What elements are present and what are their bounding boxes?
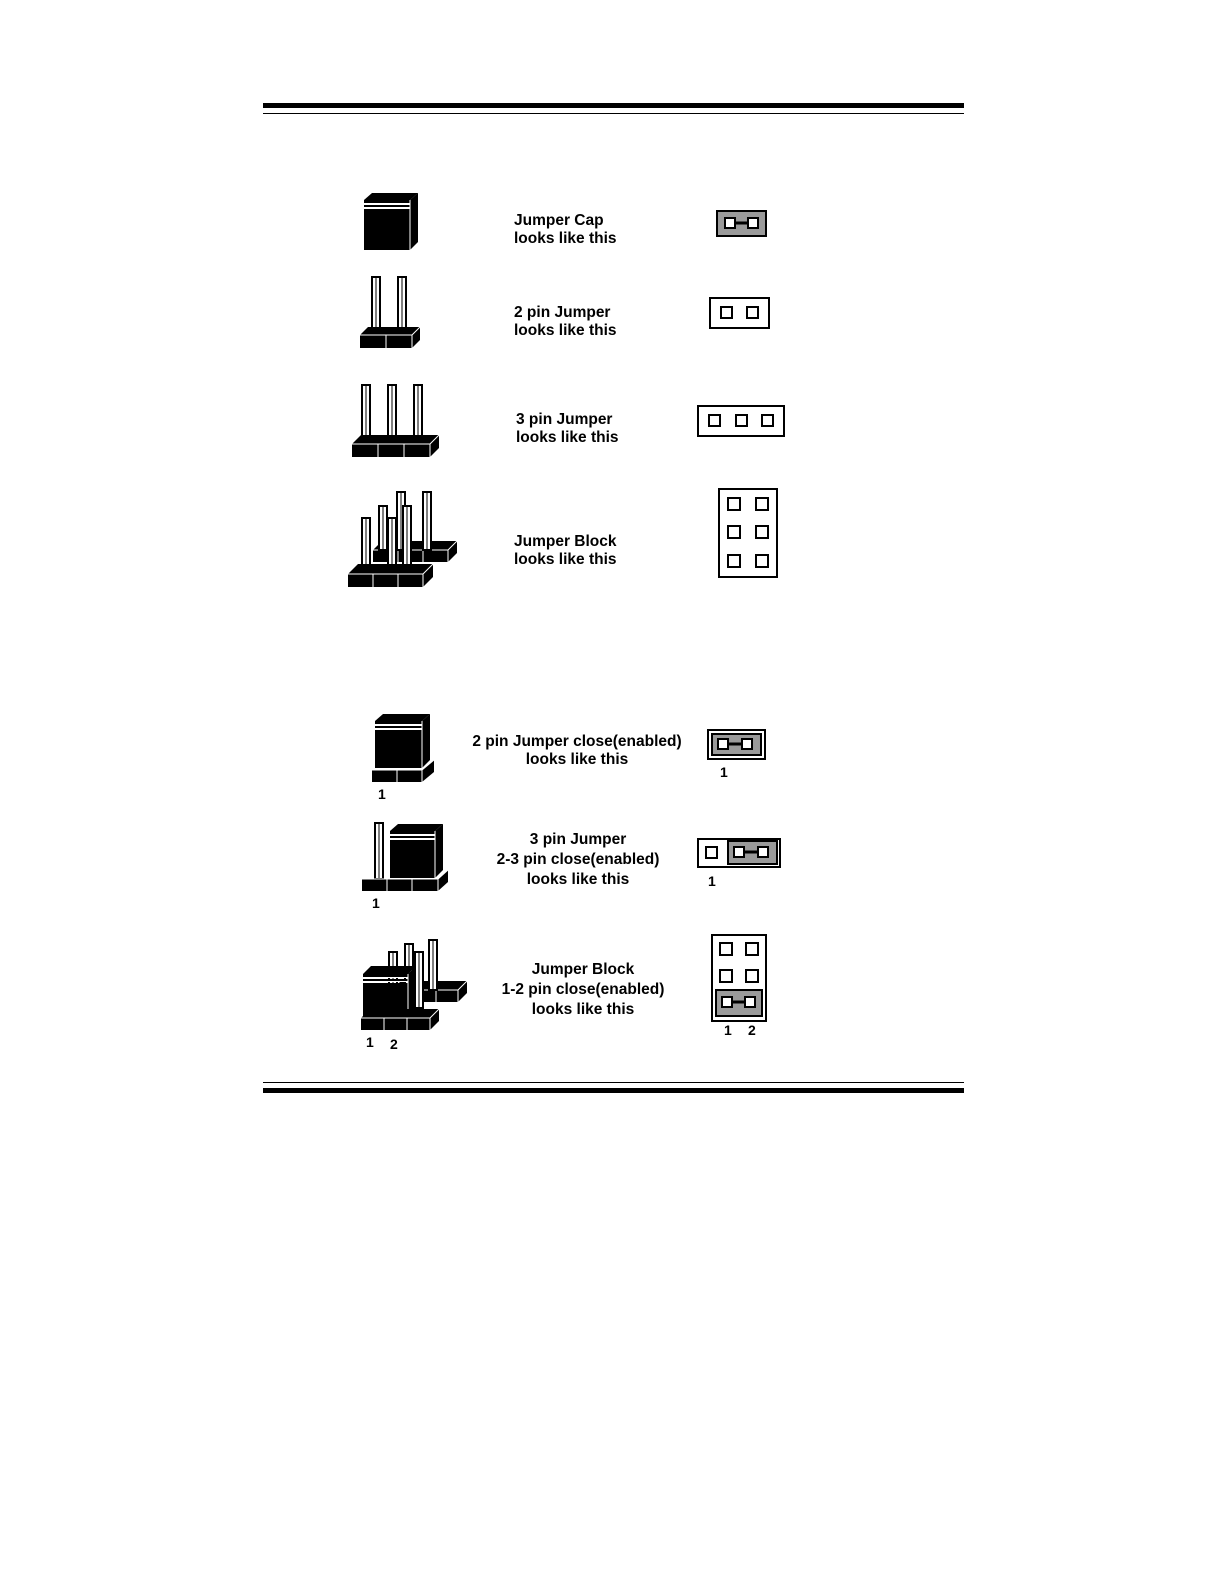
example-line: 2-3 pin close(enabled) <box>496 851 660 868</box>
2-pin-jumper-schematic-icon <box>709 297 771 331</box>
2-pin-jumper-3d-icon <box>356 273 446 353</box>
example-line: 1-2 pin close(enabled) <box>501 981 665 998</box>
legend-label-jumper-cap <box>514 212 617 248</box>
schematic-pin-label-1: 1 <box>720 764 728 780</box>
jumper-block-schematic-icon <box>718 488 780 580</box>
jumper-block-closed-3d-icon <box>358 938 458 1034</box>
example-label-2-pin-closed <box>452 733 702 769</box>
legend-line2: looks like this <box>514 322 617 339</box>
legend-line1: Jumper Cap <box>514 212 604 229</box>
example-line: 2 pin Jumper close(enabled) <box>472 733 682 750</box>
3-pin-jumper-schematic-icon <box>697 405 787 439</box>
schematic-pin-label-1: 1 <box>708 873 716 889</box>
legend-line1: 3 pin Jumper <box>516 411 613 428</box>
jumper-block-3d-icon <box>345 488 455 598</box>
pin-label-1: 1 <box>372 895 380 911</box>
header-rule-thick <box>263 103 964 108</box>
2-pin-closed-3d-icon <box>370 712 440 788</box>
jumper-cap-schematic-icon <box>716 210 768 238</box>
header-rule-thin <box>263 113 964 114</box>
example-label-block-closed <box>478 960 688 1020</box>
legend-line2: looks like this <box>514 551 617 568</box>
3-pin-closed-3d-icon <box>360 820 455 896</box>
legend-line2: looks like this <box>516 429 619 446</box>
3-pin-jumper-3d-icon <box>348 381 448 461</box>
footer-rule-thin <box>263 1082 964 1083</box>
2-pin-closed-schematic-icon <box>707 729 769 763</box>
example-line: looks like this <box>525 751 629 768</box>
footer-rule-thick <box>263 1088 964 1093</box>
example-line: 3 pin Jumper <box>529 831 627 848</box>
example-line: Jumper Block <box>531 961 635 978</box>
legend-label-jumper-block <box>514 533 617 569</box>
example-line: looks like this <box>526 871 630 888</box>
pin-label-1: 1 <box>366 1034 374 1050</box>
legend-label-3-pin-jumper <box>516 411 619 447</box>
schematic-pin-label-2: 2 <box>748 1022 756 1038</box>
schematic-pin-label-1: 1 <box>724 1022 732 1038</box>
jumper-block-closed-schematic-icon <box>711 934 769 1024</box>
jumper-cap-3d-icon <box>360 192 422 254</box>
legend-label-2-pin-jumper <box>514 304 617 340</box>
legend-line1: Jumper Block <box>514 533 617 550</box>
example-label-3-pin-closed <box>468 830 688 890</box>
pin-label-1: 1 <box>378 786 386 802</box>
3-pin-closed-schematic-icon <box>697 838 783 872</box>
pin-label-2: 2 <box>390 1036 398 1052</box>
jumper-cap <box>363 966 416 974</box>
example-line: looks like this <box>531 1001 635 1018</box>
legend-line2: looks like this <box>514 230 617 247</box>
legend-line1: 2 pin Jumper <box>514 304 611 321</box>
